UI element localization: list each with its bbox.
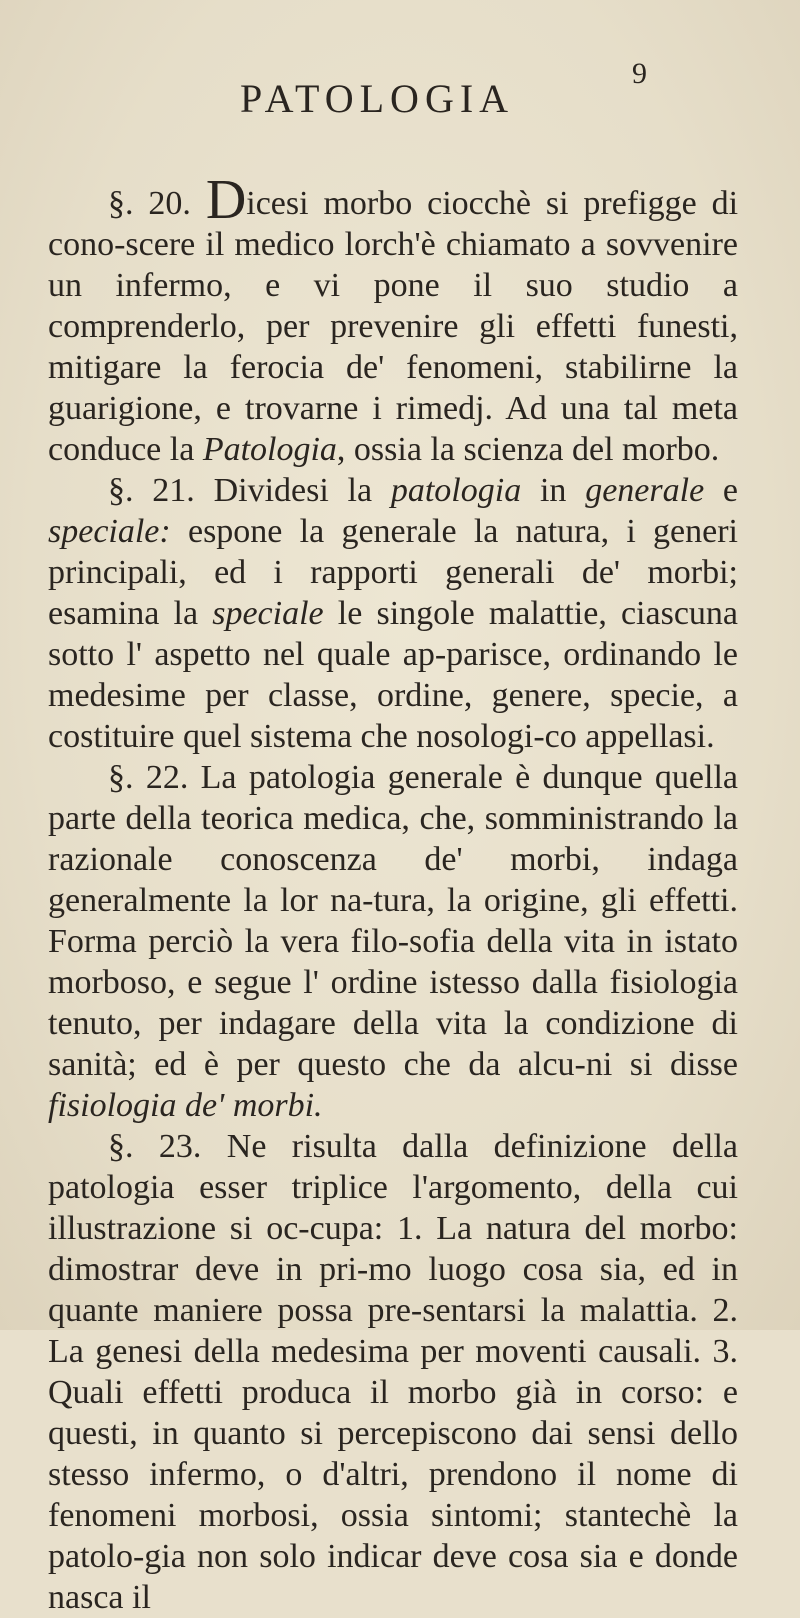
section-number: §. 20. xyxy=(108,185,191,222)
italic-term: speciale: xyxy=(48,513,171,550)
italic-term: Patologia xyxy=(202,431,337,468)
section-number: §. 22. xyxy=(108,759,189,796)
paragraph-text: La patologia generale è dunque quella parte della teorica medica, che, somministrando la razionale conoscenza de' morbi, indaga generalmente la lor na-tura, la origine, gli effetti. Forma perciò la vera filo-sofia della vita in istato morboso, e segue l' ordine istesso dalla fisiologia tenuto, per indagare della vita la condizione di sanità; ed è per questo che da alcu-ni si disse xyxy=(48,759,739,1083)
drop-cap: D xyxy=(205,169,247,231)
page-number: 9 xyxy=(632,57,647,90)
paragraph-text: Dividesi la xyxy=(213,472,391,509)
italic-term: patologia xyxy=(390,472,522,509)
italic-term: generale xyxy=(585,472,705,509)
italic-term: speciale xyxy=(212,595,324,632)
running-title: PATOLOGIA xyxy=(240,76,515,121)
paragraph-22 xyxy=(48,757,738,1126)
paragraph-text: e xyxy=(704,472,739,509)
section-number: §. 21. xyxy=(108,472,195,509)
page-header xyxy=(0,57,800,135)
paragraph-20 xyxy=(48,169,739,470)
body-text xyxy=(48,169,739,1618)
paragraph-23 xyxy=(48,1126,738,1618)
paragraph-text: Ne risulta dalla definizione della patologia esser triplice l'argomento, della cui illustrazione si oc-cupa: 1. La natura del morbo: dimostrar deve in pri-mo luogo cosa sia, ed in quante maniere possa pre-sentarsi la malattia. 2. La genesi della medesima per moventi causali. 3. Quali effetti produca il morbo già in corso: e questi, in quanto si percepiscono dai sensi dello stesso infermo, o d'altri, prendono il nome di fenomeni morbosi, ossia sintomi; stantechè la patolo-gia non solo indicar deve cosa sia e donde nasca il xyxy=(48,1128,739,1616)
paragraph-text: , ossia la scienza del morbo. xyxy=(336,431,720,468)
paragraph-text: le singole malattie, ciascuna sotto l' aspetto nel quale ap-parisce, ordinando le medesime per classe, ordine, genere, specie, a costituire quel sistema che nosologi-co appellasi. xyxy=(48,595,739,755)
paragraph-text: in xyxy=(521,472,586,509)
paragraph-21 xyxy=(48,470,738,757)
section-number: §. 23. xyxy=(108,1128,202,1165)
paragraph-text: icesi morbo ciocchè si prefigge di cono-scere il medico lorch'è chiamato a sovvenire un infermo, e vi pone il suo studio a comprenderlo, per prevenire gli effetti funesti, mitigare la ferocia de' fenomeni, stabilirne la guarigione, e trovarne i rimedj. Ad una tal meta conduce la xyxy=(48,185,739,468)
italic-term: fisiologia de' morbi. xyxy=(48,1087,323,1124)
paragraph-text: espone la generale la natura, i generi principali, ed i rapporti generali de' morbi; esamina la xyxy=(48,513,738,632)
